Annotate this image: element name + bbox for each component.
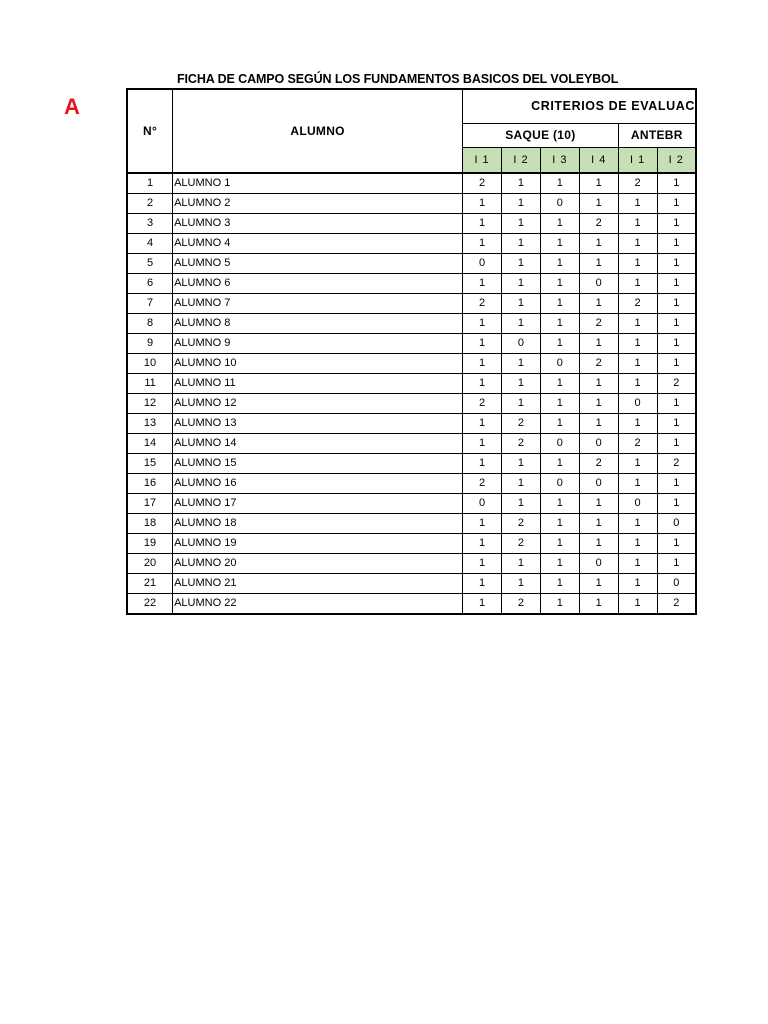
score-cell: 1 <box>579 194 618 214</box>
score-cell: 2 <box>463 474 502 494</box>
table-row <box>127 274 696 294</box>
score-cell: 1 <box>463 414 502 434</box>
row-number: 9 <box>127 334 173 354</box>
score-cell: 1 <box>657 234 696 254</box>
table-row <box>127 514 696 534</box>
score-cell: 1 <box>657 494 696 514</box>
score-cell: 1 <box>540 274 579 294</box>
score-cell: 2 <box>657 594 696 615</box>
score-cell: 1 <box>579 534 618 554</box>
score-cell: 1 <box>540 334 579 354</box>
score-cell: 1 <box>618 534 657 554</box>
student-name: ALUMNO 8 <box>173 314 463 334</box>
score-cell: 2 <box>657 454 696 474</box>
table-row <box>127 354 696 374</box>
score-cell: 2 <box>618 173 657 194</box>
score-cell: 0 <box>579 554 618 574</box>
header-sub: I 4 <box>579 148 618 174</box>
score-cell: 1 <box>579 374 618 394</box>
student-name: ALUMNO 15 <box>173 454 463 474</box>
score-cell: 1 <box>657 354 696 374</box>
table-row <box>127 534 696 554</box>
score-cell: 1 <box>502 294 541 314</box>
table-row <box>127 294 696 314</box>
score-cell: 1 <box>463 434 502 454</box>
score-cell: 0 <box>657 514 696 534</box>
score-cell: 1 <box>618 574 657 594</box>
header-sub: I 1 <box>463 148 502 174</box>
student-name: ALUMNO 2 <box>173 194 463 214</box>
header-number: N° <box>127 89 173 173</box>
score-cell: 1 <box>579 594 618 615</box>
row-number: 13 <box>127 414 173 434</box>
score-cell: 1 <box>502 274 541 294</box>
score-cell: 2 <box>502 434 541 454</box>
student-name: ALUMNO 19 <box>173 534 463 554</box>
score-cell: 2 <box>463 394 502 414</box>
table-row <box>127 234 696 254</box>
header-criteria: CRITERIOS DE EVALUAC <box>463 89 696 124</box>
score-cell: 1 <box>502 374 541 394</box>
score-cell: 1 <box>618 414 657 434</box>
table-row <box>127 254 696 274</box>
score-cell: 1 <box>540 234 579 254</box>
score-cell: 1 <box>463 234 502 254</box>
score-cell: 1 <box>657 294 696 314</box>
score-cell: 0 <box>502 334 541 354</box>
score-cell: 2 <box>618 294 657 314</box>
student-name: ALUMNO 13 <box>173 414 463 434</box>
score-cell: 1 <box>540 514 579 534</box>
row-number: 8 <box>127 314 173 334</box>
row-number: 19 <box>127 534 173 554</box>
score-cell: 1 <box>463 214 502 234</box>
table-row <box>127 434 696 454</box>
header-group-antebrazo: ANTEBR <box>618 124 696 148</box>
score-cell: 1 <box>579 334 618 354</box>
table-row <box>127 214 696 234</box>
row-number: 2 <box>127 194 173 214</box>
score-cell: 1 <box>540 394 579 414</box>
score-cell: 1 <box>502 234 541 254</box>
score-cell: 2 <box>579 354 618 374</box>
score-cell: 1 <box>657 434 696 454</box>
table-row <box>127 494 696 514</box>
header-sub: I 3 <box>540 148 579 174</box>
score-cell: 0 <box>463 254 502 274</box>
header-sub: I 2 <box>657 148 696 174</box>
table-row <box>127 394 696 414</box>
page-title: FICHA DE CAMPO SEGÚN LOS FUNDAMENTOS BASICOS DEL VOLEYBOL <box>177 72 619 86</box>
row-number: 16 <box>127 474 173 494</box>
score-cell: 2 <box>579 314 618 334</box>
score-cell: 1 <box>463 274 502 294</box>
student-name: ALUMNO 11 <box>173 374 463 394</box>
table-row <box>127 594 696 615</box>
score-cell: 1 <box>540 214 579 234</box>
row-number: 6 <box>127 274 173 294</box>
row-number: 20 <box>127 554 173 574</box>
student-name: ALUMNO 3 <box>173 214 463 234</box>
table-row <box>127 574 696 594</box>
score-cell: 1 <box>579 414 618 434</box>
score-cell: 1 <box>657 254 696 274</box>
score-cell: 1 <box>463 354 502 374</box>
score-cell: 1 <box>579 173 618 194</box>
table-row <box>127 334 696 354</box>
score-cell: 1 <box>502 194 541 214</box>
table-row <box>127 474 696 494</box>
score-cell: 1 <box>540 254 579 274</box>
header-sub: I 1 <box>618 148 657 174</box>
score-cell: 1 <box>540 414 579 434</box>
table-row <box>127 194 696 214</box>
student-name: ALUMNO 18 <box>173 514 463 534</box>
score-cell: 1 <box>463 334 502 354</box>
score-cell: 1 <box>463 554 502 574</box>
row-number: 7 <box>127 294 173 314</box>
score-cell: 1 <box>618 594 657 615</box>
score-cell: 0 <box>618 494 657 514</box>
score-cell: 1 <box>540 173 579 194</box>
table-row <box>127 374 696 394</box>
score-cell: 1 <box>502 454 541 474</box>
score-cell: 1 <box>657 214 696 234</box>
score-cell: 1 <box>502 394 541 414</box>
score-cell: 0 <box>657 574 696 594</box>
score-cell: 1 <box>463 454 502 474</box>
score-cell: 1 <box>657 414 696 434</box>
header-student: ALUMNO <box>173 89 463 173</box>
score-cell: 0 <box>579 474 618 494</box>
score-cell: 1 <box>502 354 541 374</box>
header-group-saque: SAQUE (10) <box>463 124 619 148</box>
student-name: ALUMNO 9 <box>173 334 463 354</box>
score-cell: 1 <box>540 294 579 314</box>
score-cell: 1 <box>618 354 657 374</box>
score-cell: 1 <box>463 194 502 214</box>
score-cell: 1 <box>502 214 541 234</box>
table-row <box>127 414 696 434</box>
score-cell: 0 <box>579 434 618 454</box>
header-sub: I 2 <box>502 148 541 174</box>
row-number: 21 <box>127 574 173 594</box>
row-number: 4 <box>127 234 173 254</box>
table-row <box>127 314 696 334</box>
score-cell: 0 <box>463 494 502 514</box>
score-cell: 1 <box>657 334 696 354</box>
score-cell: 1 <box>579 514 618 534</box>
score-cell: 1 <box>657 474 696 494</box>
score-cell: 2 <box>579 214 618 234</box>
score-cell: 1 <box>657 534 696 554</box>
table-row <box>127 454 696 474</box>
score-cell: 1 <box>579 394 618 414</box>
score-cell: 0 <box>618 394 657 414</box>
row-number: 11 <box>127 374 173 394</box>
score-cell: 1 <box>502 554 541 574</box>
score-cell: 2 <box>502 414 541 434</box>
score-cell: 1 <box>618 234 657 254</box>
table-row <box>127 554 696 574</box>
student-name: ALUMNO 22 <box>173 594 463 615</box>
student-name: ALUMNO 6 <box>173 274 463 294</box>
student-name: ALUMNO 1 <box>173 173 463 194</box>
student-name: ALUMNO 16 <box>173 474 463 494</box>
score-cell: 2 <box>579 454 618 474</box>
score-cell: 1 <box>618 214 657 234</box>
score-cell: 1 <box>540 494 579 514</box>
score-cell: 1 <box>618 314 657 334</box>
score-cell: 1 <box>502 494 541 514</box>
score-cell: 1 <box>540 454 579 474</box>
score-cell: 2 <box>463 294 502 314</box>
score-cell: 1 <box>502 314 541 334</box>
row-number: 17 <box>127 494 173 514</box>
score-cell: 1 <box>540 314 579 334</box>
score-cell: 1 <box>657 554 696 574</box>
score-cell: 1 <box>502 173 541 194</box>
score-cell: 1 <box>540 574 579 594</box>
score-cell: 0 <box>540 434 579 454</box>
score-cell: 0 <box>540 354 579 374</box>
score-cell: 0 <box>540 474 579 494</box>
score-cell: 1 <box>540 374 579 394</box>
row-number: 22 <box>127 594 173 615</box>
table-body <box>127 173 696 614</box>
score-cell: 1 <box>502 254 541 274</box>
score-cell: 1 <box>579 574 618 594</box>
table-row <box>127 173 696 194</box>
score-cell: 1 <box>657 314 696 334</box>
score-cell: 2 <box>502 534 541 554</box>
score-cell: 1 <box>618 374 657 394</box>
score-cell: 1 <box>618 514 657 534</box>
score-cell: 1 <box>579 294 618 314</box>
row-number: 15 <box>127 454 173 474</box>
score-cell: 1 <box>463 594 502 615</box>
score-cell: 1 <box>618 274 657 294</box>
score-cell: 2 <box>502 594 541 615</box>
row-number: 10 <box>127 354 173 374</box>
score-cell: 1 <box>463 314 502 334</box>
score-cell: 1 <box>502 574 541 594</box>
score-cell: 1 <box>657 274 696 294</box>
student-name: ALUMNO 7 <box>173 294 463 314</box>
score-cell: 1 <box>463 534 502 554</box>
score-cell: 0 <box>540 194 579 214</box>
score-cell: 1 <box>618 454 657 474</box>
score-cell: 2 <box>657 374 696 394</box>
row-number: 18 <box>127 514 173 534</box>
score-cell: 1 <box>657 173 696 194</box>
row-number: 5 <box>127 254 173 274</box>
student-name: ALUMNO 4 <box>173 234 463 254</box>
score-cell: 2 <box>502 514 541 534</box>
student-name: ALUMNO 20 <box>173 554 463 574</box>
row-number: 3 <box>127 214 173 234</box>
score-cell: 1 <box>579 254 618 274</box>
score-cell: 0 <box>579 274 618 294</box>
score-cell: 1 <box>540 554 579 574</box>
student-name: ALUMNO 5 <box>173 254 463 274</box>
student-name: ALUMNO 10 <box>173 354 463 374</box>
score-cell: 1 <box>502 474 541 494</box>
score-cell: 1 <box>657 394 696 414</box>
evaluation-table <box>126 88 697 615</box>
score-cell: 1 <box>618 474 657 494</box>
row-number: 1 <box>127 173 173 194</box>
score-cell: 1 <box>657 194 696 214</box>
student-name: ALUMNO 12 <box>173 394 463 414</box>
score-cell: 1 <box>618 194 657 214</box>
score-cell: 1 <box>540 594 579 615</box>
score-cell: 1 <box>463 514 502 534</box>
evaluation-table-viewport <box>126 88 697 628</box>
score-cell: 1 <box>618 334 657 354</box>
row-number: 12 <box>127 394 173 414</box>
student-name: ALUMNO 17 <box>173 494 463 514</box>
score-cell: 1 <box>618 554 657 574</box>
score-cell: 2 <box>463 173 502 194</box>
score-cell: 1 <box>579 234 618 254</box>
score-cell: 1 <box>618 254 657 274</box>
score-cell: 1 <box>463 574 502 594</box>
score-cell: 2 <box>618 434 657 454</box>
student-name: ALUMNO 14 <box>173 434 463 454</box>
section-letter: A <box>64 94 80 119</box>
student-name: ALUMNO 21 <box>173 574 463 594</box>
score-cell: 1 <box>579 494 618 514</box>
score-cell: 1 <box>463 374 502 394</box>
row-number: 14 <box>127 434 173 454</box>
score-cell: 1 <box>540 534 579 554</box>
